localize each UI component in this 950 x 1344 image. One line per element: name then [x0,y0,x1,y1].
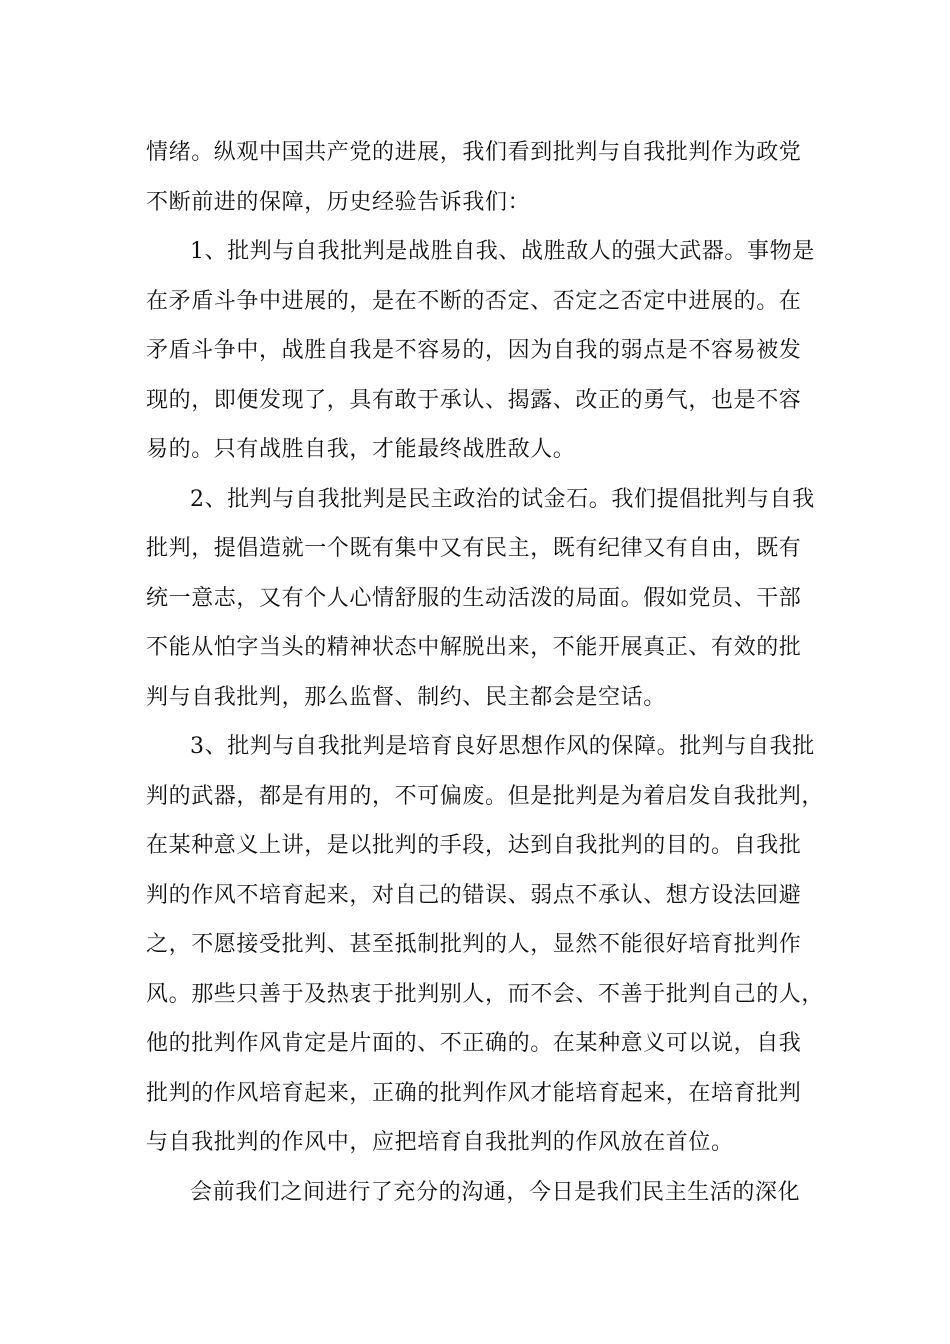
text-line: 情绪。纵观中国共产党的进展，我们看到批判与自我批判作为政党 [146,140,802,165]
text-line: 易的。只有战胜自我，才能最终战胜敌人。 [146,437,576,462]
text-line: 现的，即便发现了，具有敢于承认、揭露、改正的勇气，也是不容 [146,387,802,413]
text-line: 矛盾斗争中，战胜自我是不容易的，因为自我的弱点是不容易被发 [146,338,802,363]
text-line: 批判的作风培育起来，正确的批判作风才能培育起来，在培育批判 [146,1080,802,1106]
text-line: 统一意志，又有个人心情舒服的生动活泼的局面。假如党员、干部 [146,585,802,611]
text-line: 在某种意义上讲，是以批判的手段，达到自我批判的目的。自我批 [146,833,802,858]
text-line: 不断前进的保障，历史经验告诉我们： [146,189,531,215]
paragraph-1-start: 1、批判与自我批判是战胜自我、战胜敌人的强大武器。事物是 [190,239,815,264]
text-line: 他的批判作风肯定是片面的、不正确的。在某种意义可以说，自我 [146,1031,802,1056]
text-line: 判的武器，都是有用的，不可偏废。但是批判是为着启发自我批判， [146,783,825,809]
paragraph-2-start: 2、批判与自我批判是民主政治的试金石。我们提倡批判与自我 [190,486,815,512]
text-line: 判的作风不培育起来，对自己的错误、弱点不承认、想方设法回避 [146,882,802,908]
text-line: 之，不愿接受批判、甚至抵制批判的人，显然不能很好培育批判作 [146,932,802,957]
text-line: 风。那些只善于及热衷于批判别人，而不会、不善于批判自己的人， [146,981,825,1007]
text-line: 不能从怕字当头的精神状态中解脱出来，不能开展真正、有效的批 [146,635,802,660]
body-text [146,128,825,1217]
text-line: 在矛盾斗争中进展的，是在不断的否定、否定之否定中进展的。在 [146,288,802,314]
text-line: 批判，提倡造就一个既有集中又有民主，既有纪律又有自由，既有 [146,536,802,561]
text-line: 判与自我批判，那么监督、制约、民主都会是空话。 [146,684,666,710]
paragraph-4-start: 会前我们之间进行了充分的沟通，今日是我们民主生活的深化 [190,1179,801,1205]
text-line: 与自我批判的作风中，应把培育自我批判的作风放在首位。 [146,1130,734,1155]
paragraph-3-start: 3、批判与自我批判是培育良好思想作风的保障。批判与自我批 [190,734,815,759]
